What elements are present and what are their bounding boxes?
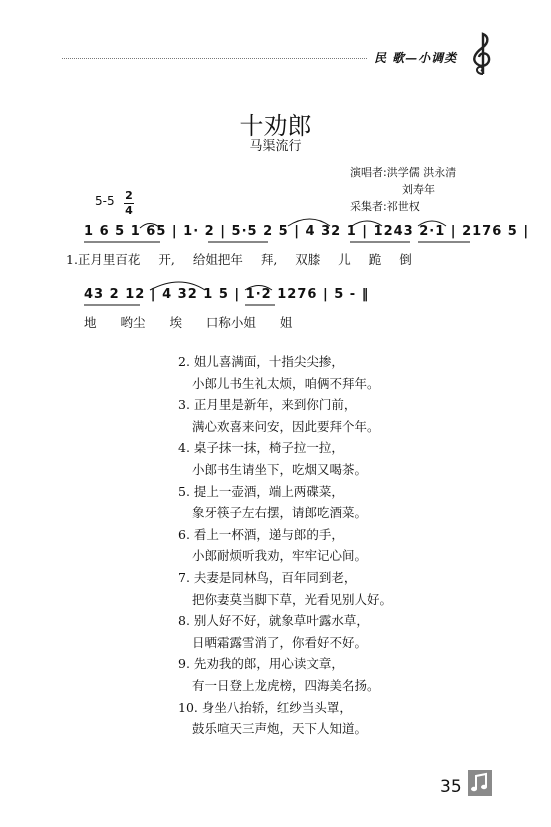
verses: [178, 351, 392, 740]
song-title: 十劝郎: [239, 112, 312, 140]
collector-name: 祁世权: [386, 200, 420, 213]
time-signature-top: 2: [125, 189, 133, 202]
lyrics-line-2: 地 哟尘 埃 口称小姐 姐: [84, 315, 293, 330]
page-number: 35: [440, 777, 462, 797]
slur: [418, 221, 446, 226]
singers-line2: 刘寿年: [402, 183, 435, 196]
verse-line: 8. 别人好不好，就象草叶露水草，: [178, 613, 369, 629]
verse-line: 日晒霜露雪消了，你看好不好。: [192, 634, 368, 650]
singer-label: 演唱者:: [350, 166, 387, 179]
verse-line: 10. 身坐八抬轿，红纱当头罩，: [178, 699, 352, 715]
verse-line: 小郎书生请坐下，吃烟又喝茶。: [192, 461, 368, 477]
song-origin: 马渠流行: [249, 139, 302, 154]
singers-line1: 洪学儒 洪永清: [386, 166, 457, 179]
time-signature-bottom: 4: [125, 204, 133, 217]
verse-line: 5. 提上一壶酒，端上两碟菜，: [178, 483, 344, 499]
slur: [140, 224, 160, 229]
slur: [150, 282, 205, 290]
slur: [245, 286, 272, 291]
key-signature: 5-5: [95, 194, 115, 208]
score-line-2: 43 2 12 | 4 32 1 5 | 1·2 1276 | 5 - ‖: [84, 287, 370, 302]
lyrics-line-1: 1.正月里百花 开, 给姐把年 拜, 双膝 儿 跪 倒: [66, 252, 412, 267]
verse-line: 小郎儿书生礼太烦，咱俩不拜年。: [192, 375, 380, 391]
verse-line: 小郎耐烦听我劝，牢牢记心间。: [192, 548, 368, 564]
section-label: 民 歌—小调类: [374, 51, 458, 65]
slur: [352, 221, 382, 226]
verse-line: 7. 夫妻是同林鸟，百年同到老，: [178, 569, 357, 585]
verse-line: 象牙筷子左右摆，请郎吃酒菜。: [192, 505, 368, 521]
verse-line: 9. 先劝我的郎，用心读文章，: [178, 656, 344, 672]
verse-line: 4. 桌子抹一抹，椅子拉一拉，: [178, 440, 344, 456]
music-note-icon: [468, 770, 492, 796]
verse-line: 有一日登上龙虎榜，四海美名扬。: [192, 677, 380, 693]
verse-line: 把你妻莫当脚下草，光看见别人好。: [192, 591, 393, 607]
verse-line: 6. 看上一杯酒，递与郎的手，: [178, 526, 344, 542]
verse-line: 鼓乐喧天三声炮，天下人知道。: [192, 721, 368, 737]
verse-line: 2. 姐儿喜满面，十指尖尖掺，: [178, 354, 344, 369]
verse-line: 3. 正月里是新年，来到你门前，: [178, 397, 357, 413]
collector-label: 采集者:: [350, 200, 387, 213]
score-line-1: 1 6 5 1 65 | 1· 2 | 5·5 2 5 | 4 32 1 | 1243 2·1 | 2176 5 |: [84, 224, 530, 239]
verse-line: 满心欢喜来问安，因此要拜个年。: [192, 418, 380, 434]
slur: [288, 219, 330, 226]
